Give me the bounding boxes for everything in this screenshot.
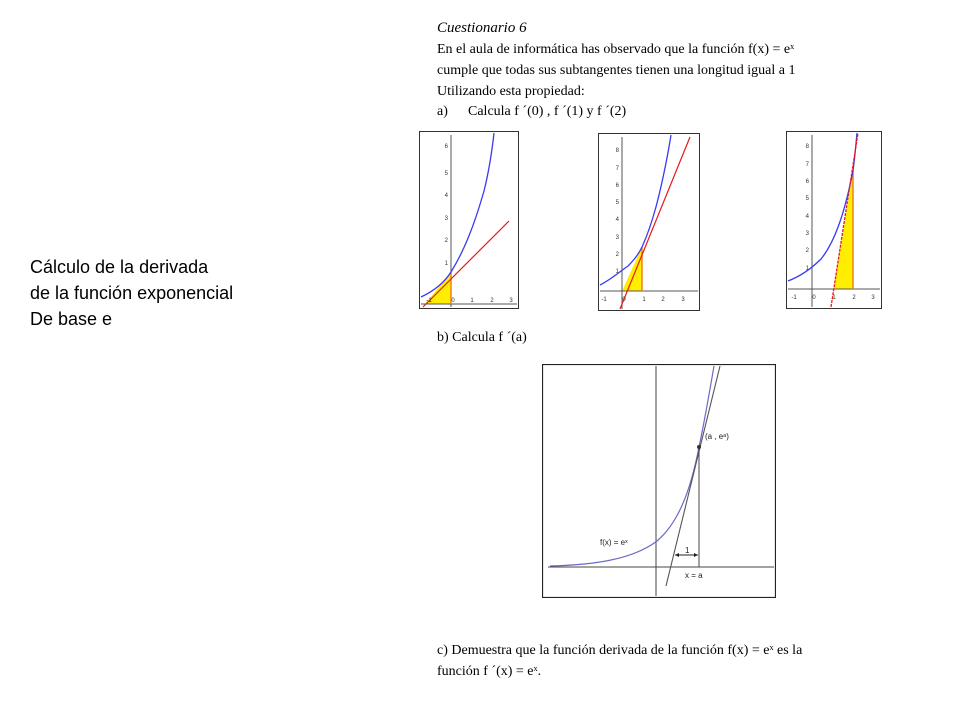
y-tick-label: 6 [615, 183, 619, 189]
x-tick-label: -1 [791, 295, 797, 301]
y-tick-label: 1 [444, 261, 448, 267]
subtangent-label: 1 [685, 546, 690, 555]
y-tick-label: 5 [805, 196, 809, 202]
y-tick-label: 1 [615, 269, 619, 275]
y-tick-label: 4 [444, 193, 448, 199]
y-tick-label: 4 [805, 214, 809, 220]
y-tick-label: 7 [805, 162, 809, 168]
y-tick-label: 5 [444, 171, 448, 177]
y-tick-label: 2 [444, 238, 448, 244]
y-tick-label: 7 [615, 166, 619, 172]
quiz-statement-line-2: cumple que todas sus subtangentes tienen una longitud igual a 1 [437, 63, 796, 78]
x-equals-a-label: x = a [685, 571, 703, 580]
item-a-label: a) [437, 104, 448, 119]
y-tick-label: 4 [615, 217, 619, 223]
y-tick-label: 2 [615, 252, 619, 258]
x-tick-label: 0 [812, 295, 816, 301]
y-tick-label: 6 [444, 144, 448, 150]
item-c-line-1: c) Demuestra que la función derivada de la función f(x) = eˣ es la [437, 643, 803, 658]
x-tick-label: -1 [426, 298, 432, 304]
quiz-title: Cuestionario 6 [437, 20, 527, 36]
point-label: (a , eᵃ) [705, 432, 729, 441]
graph-3 [786, 131, 882, 309]
caption-line-3: De base e [30, 309, 113, 329]
y-tick-label: 3 [615, 235, 619, 241]
y-tick-label: 2 [805, 248, 809, 254]
x-tick-label: 3 [681, 297, 685, 303]
item-b-text: b) Calcula f ´(a) [437, 330, 527, 345]
x-tick-label: 3 [509, 298, 513, 304]
y-tick-label: 8 [615, 148, 619, 154]
caption-line-1: Cálculo de la derivada [30, 257, 209, 277]
x-tick-label: 1 [642, 297, 646, 303]
graph-b [542, 364, 776, 598]
x-tick-label: 2 [490, 298, 494, 304]
graph-1 [419, 131, 519, 309]
x-tick-label: 3 [871, 295, 875, 301]
y-tick-label: 1 [805, 266, 809, 272]
x-tick-label: 1 [832, 295, 836, 301]
quiz-statement-line-3: Utilizando esta propiedad: [437, 84, 585, 99]
caption-line-2: de la función exponencial [30, 283, 234, 303]
item-c-line-2: función f ´(x) = eˣ. [437, 664, 542, 679]
function-label: f(x) = eˣ [600, 538, 628, 547]
y-tick-label: 3 [805, 231, 809, 237]
x-tick-label: 0 [622, 297, 626, 303]
x-tick-label: 2 [852, 295, 856, 301]
y-tick-label: 3 [444, 216, 448, 222]
x-tick-label: 1 [470, 298, 474, 304]
y-tick-label: 5 [615, 200, 619, 206]
item-a-text: Calcula f ´(0) , f ´(1) y f ´(2) [468, 104, 627, 119]
x-tick-label: 0 [451, 298, 455, 304]
y-tick-label: 6 [805, 179, 809, 185]
graph-2 [598, 133, 700, 311]
side-caption [30, 254, 233, 332]
y-tick-label: 8 [805, 144, 809, 150]
x-tick-label: -1 [601, 297, 607, 303]
x-tick-label: 2 [661, 297, 665, 303]
tangent-point [697, 445, 701, 449]
quiz-statement-line-1: En el aula de informática has observado que la función f(x) = eˣ [437, 42, 795, 57]
